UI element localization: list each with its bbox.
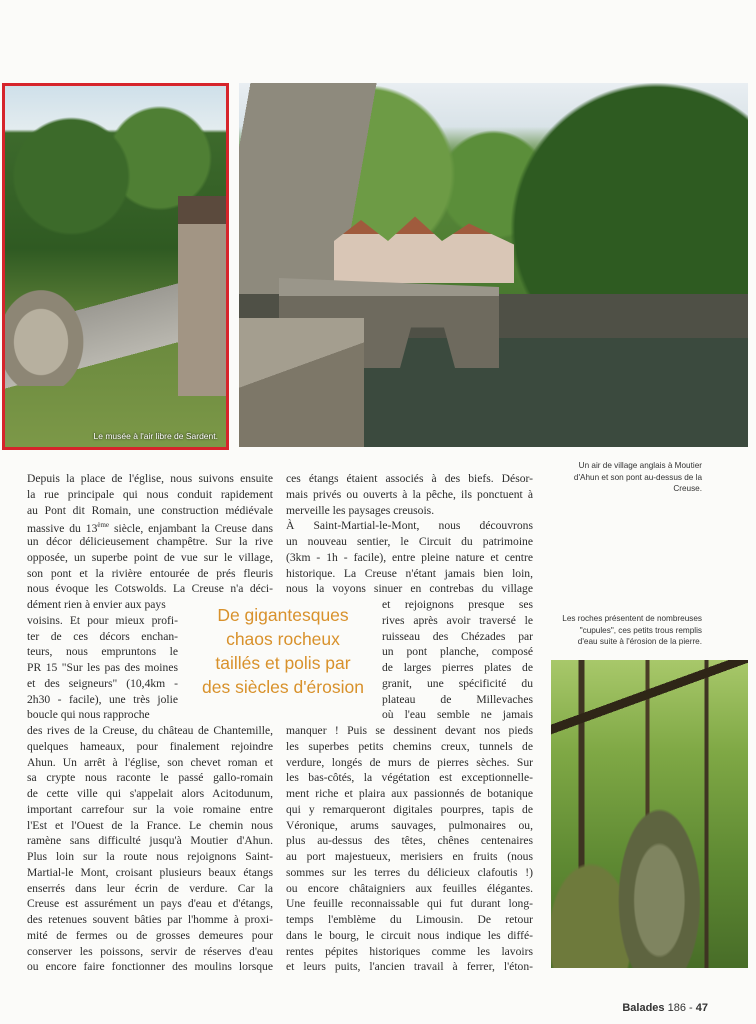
stone-house bbox=[178, 196, 229, 396]
village-houses bbox=[334, 213, 514, 283]
column-1: Depuis la place de l'église, nous suivons ensuite la rue principale qui nous conduit rapidement au Pont dit Romain, une construction médiévale massive du 13ème siècle, enjambant la Creuse dans un décor délicieusement champêtre. Sur la rive opposée, un superbe point de vue sur le village, son pont et la rivière entourée de prés fleuris nous évoque les Cotswolds. La Creuse n'a déci- dément rien à envier aux pays voisins. Et pour mieux profi- ter de ces décors enchan- teurs, nous empruntons le PR 15 "Sur les pas des moines et des seigneurs" (10,4km - 2h30 - facile), une très jolie boucle qui nous rapproche des rives de la Creuse, du château de Chantemille, quelques hameaux, pour finalement rejoindre Ahun. Un arrêt à l'église, son chevet roman et sa crypte nous raconte le passé gallo-romain de cette ville qui s'appelait alors Acitodunum, important carrefour sur la voie romaine entre l'Est et l'Ouest de la France. Le chemin nous ramène sans difficulté jusqu'à Moutier d'Ahun. Plus loin sur la route nous rejoignons Saint- Martial-le Mont, croisant plusieurs beaux étangs enserrés dans leur écrin de verdure. Car la Creuse est assurément un pays d'eau et d'étangs, des retenues souvent bâties par l'homme à proxi- mité de fermes ou de grosses demeures pour conserver les poissons, servir de réserves d'eau ou encore faire fonctionner des moulins lorsque bbox=[27, 472, 273, 974]
photo-sardent-road bbox=[2, 83, 229, 450]
column-1-narrow: voisins. Et pour mieux profi- ter de ces décors enchan- teurs, nous empruntons le PR 15 "Sur les pas des moines et des seigneurs" (10,4km - 2h30 - facile), une très jolie boucle qui nous rapproche bbox=[27, 613, 178, 722]
photo-moutier-bridge bbox=[239, 83, 748, 447]
caption-forest: Les roches présentent de nombreuses "cupules", ces petits trous remplis d'eau suite à l'érosion de la pierre. bbox=[562, 614, 702, 646]
page-folio: Balades 186 - 47 bbox=[622, 1002, 708, 1014]
caption-bridge: Un air de village anglais à Moutier d'Ahun et son pont au-dessus de la Creuse. bbox=[573, 461, 702, 493]
photo-forest-rocks bbox=[551, 660, 748, 968]
stone-wall bbox=[239, 318, 364, 447]
tree-branch bbox=[551, 660, 748, 750]
column-2: ces étangs étaient associés à des biefs. Désor- mais privés ou ouverts à la pêche, ils ponctuent à merveille les paysages creusois. À Saint-Martial-le-Mont, nous découvrons un nouveau sentier, le Circuit du patrimoine (3km - 1h - facile), entre pleine nature et centre historique. La Creuse n'étant jamais bien loin, nous la voyons sinuer en contrebas du village et rejoignons presque ses rives après avoir traversé le ruisseau des Chézades par un pont planche, composé de larges pierres plates de granit, une spécificité du plateau de Millevaches où l'eau semble ne jamais manquer ! Puis se dessinent devant nos pieds les superbes petits chemins creux, tunnels de verdure, longés de murs de pierres sèches. Sur les bas-côtés, la végétation est exceptionnelle- ment riche et plaira aux passionnés de botanique qui y remarqueront digitales pourpres, tapis de Véronique, arums sauvages, pulmonaires ou, plus au-dessus des têtes, chênes centenaires au port majestueux, merisiers en fruits (nous sommes sur les terres du délicieux clafoutis !) ou encore châtaigniers aux feuilles élégantes. Une feuille reconnaissable qui fut durant long- temps l'emblème du Limousin. De retour dans le bourg, le circuit nous indique les diffé- rentes pépites historiques comme les lavoirs et leurs puits, l'ancien travail à ferrer, l'éton- bbox=[286, 472, 533, 974]
line-13eme: massive du 13ème siècle, enjambant la Creuse dans bbox=[27, 521, 273, 536]
photo-caption-sardent: Le musée à l'air libre de Sardent. bbox=[93, 431, 218, 441]
column-2-narrow: et rejoignons presque ses rives après avoir traversé le ruisseau des Chézades par un pont planche, composé de larges pierres plates de granit, une spécificité du plateau de Millevaches où l'eau semble ne jamais bbox=[382, 598, 533, 722]
stone-sculptures bbox=[5, 276, 95, 386]
pull-quote: De gigantesques chaos rocheux taillés et polis par des siècles d'érosion bbox=[202, 605, 364, 697]
